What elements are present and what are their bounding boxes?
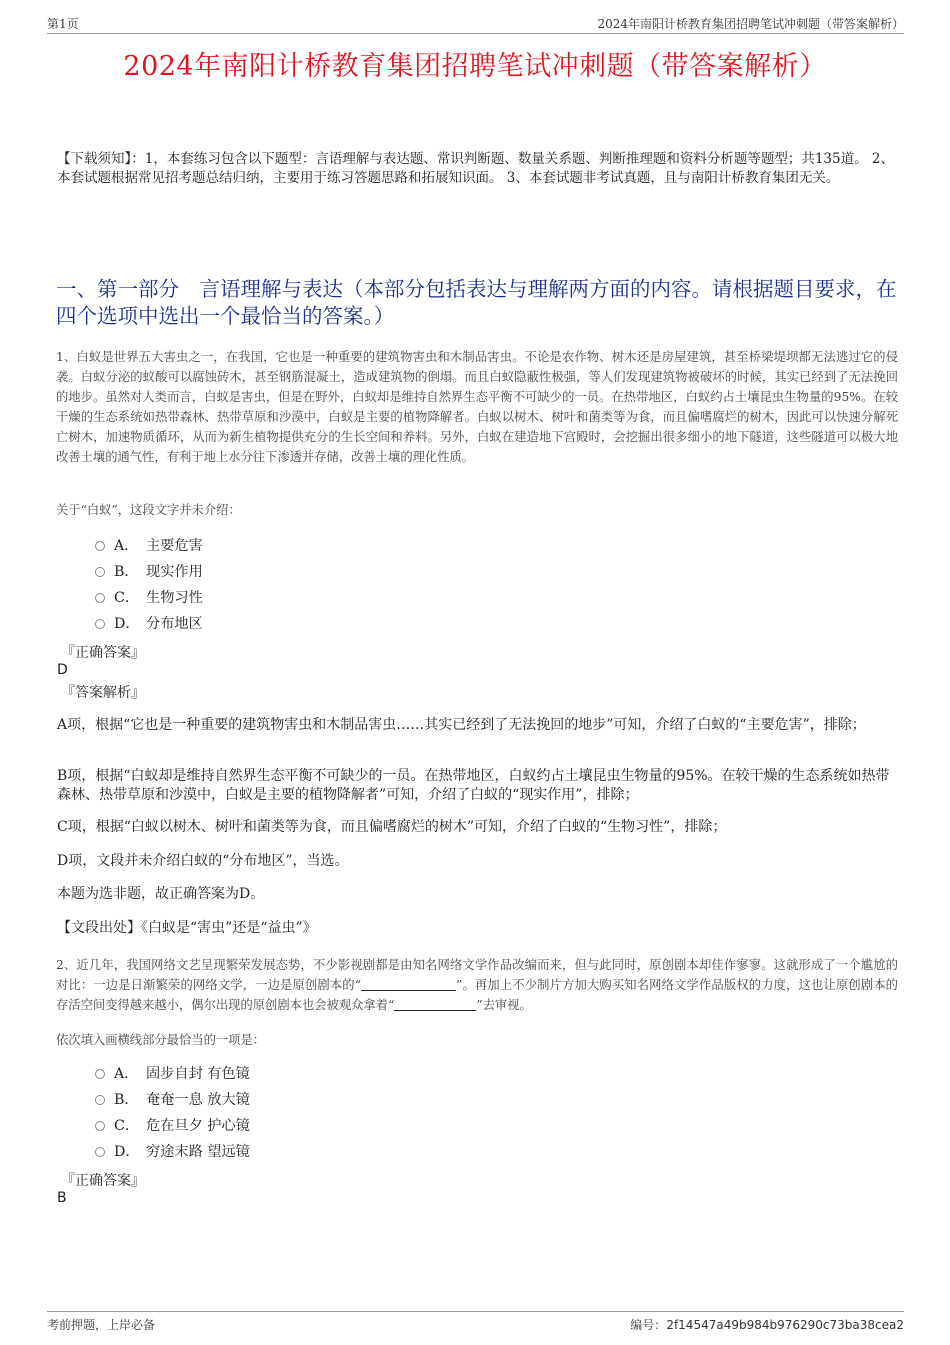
q1-analysis-conclusion: 本题为选非题，故正确答案为D。 (57, 886, 265, 902)
q1-passage: 1、白蚁是世界五大害虫之一，在我国，它也是一种重要的建筑物害虫和木制品害虫。不论是农作物、树木还是房屋建筑，甚至桥梁堤坝都无法逃过它的侵袭。白蚁分泌的蚁酸可以腐蚀砖木，甚至钢筋混凝土，造成建筑物的倒塌。而且白蚁隐蔽性极强，等人们发现建筑物被破坏的时候，其实已经到了无法挽回的地步。虽然对人类而言，白蚁是害虫，但是在野外，白蚁却是维持自然界生态平衡不可缺少的一员。在热带地区，白蚁约占土壤昆虫生物量的95%。在较干燥的生态系统如热带森林、热带草原和沙漠中，白蚁是主要的植物降解者。白蚁以树木、树叶和菌类等为食，而且偏嗜腐烂的树木，因此可以快速分解死亡树木，加速物质循环，从而为新生植物提供充分的生长空间和养料。另外，白蚁在建造地下宫殿时，会挖掘出很多细小的地下隧道，这些隧道可以极大地改善土壤的通气性，有利于地上水分往下渗透并存储，改善土壤的理化性质。 (56, 350, 898, 464)
page-header (47, 13, 904, 34)
q1-option-b[interactable]: B． 现实作用 (95, 559, 203, 585)
fill-blank-2[interactable] (394, 998, 476, 1011)
radio-icon[interactable] (95, 1069, 105, 1079)
q2-options (95, 1061, 250, 1165)
q1-answer: D (57, 662, 68, 678)
radio-icon[interactable] (95, 541, 105, 551)
q1-answer-heading: 『正确答案』 (61, 645, 145, 661)
q2-option-c[interactable]: C． 危在旦夕 护心镜 (95, 1113, 250, 1139)
q1-options (95, 533, 203, 637)
page-footer (47, 1311, 904, 1334)
q1-analysis-b: B项，根据“白蚁却是维持自然界生态平衡不可缺少的一员。在热带地区，白蚁约占土壤昆虫生物量的95%。在较干燥的生态系统如热带森林、热带草原和沙漠中，白蚁是主要的植物降解者”可知，介绍了白蚁的“现实作用”，排除； (57, 768, 890, 803)
radio-icon[interactable] (95, 593, 105, 603)
q2-question: 依次填入画横线部分最恰当的一项是： (56, 1033, 266, 1047)
q1-source: 【文段出处】《白蚁是“害虫”还是“益虫”》 (57, 920, 317, 936)
section-title: 一、第一部分 言语理解与表达（本部分包括表达与理解两方面的内容。请根据题目要求，在四个选项中选出一个最恰当的答案。） (56, 277, 897, 328)
q1-option-c[interactable]: C． 生物习性 (95, 585, 203, 611)
radio-icon[interactable] (95, 1095, 105, 1105)
radio-icon[interactable] (95, 619, 105, 629)
q1-analysis-c: C项，根据“白蚁以树木、树叶和菌类等为食，而且偏嗜腐烂的树木”可知，介绍了白蚁的“生物习性”，排除； (57, 819, 727, 835)
page-number: 第1页 (47, 17, 79, 31)
q1-question: 关于“白蚁”，这段文字并未介绍： (56, 503, 241, 517)
q1-option-d[interactable]: D． 分布地区 (95, 611, 203, 637)
q2-answer-heading: 『正确答案』 (61, 1173, 145, 1189)
header-doc-title: 2024年南阳计桥教育集团招聘笔试冲刺题（带答案解析） (597, 17, 904, 31)
download-notice: 【下载须知】：1，本套练习包含以下题型：言语理解与表达题、常识判断题、数量关系题、判断推理题和资料分析题等题型；共135道。 2、本套试题根据常见招考题总结归纳，主要用于练习答题思路和拓展知识面。 3、本套试题非考试真题，且与南阳计桥教育集团无关。 (57, 151, 894, 186)
document-title: 2024年南阳计桥教育集团招聘笔试冲刺题（带答案解析） (123, 51, 827, 82)
q2-option-b[interactable]: B． 奄奄一息 放大镜 (95, 1087, 250, 1113)
q2-option-a[interactable]: A． 固步自封 有色镜 (95, 1061, 250, 1087)
footer-slogan: 考前押题，上岸必备 (47, 1318, 156, 1332)
radio-icon[interactable] (95, 1147, 105, 1157)
q2-passage: 2、近几年，我国网络文艺呈现繁荣发展态势，不少影视剧都是由知名网络文学作品改编而来，但与此同时，原创剧本却佳作寥寥。这就形成了一个尴尬的对比：一边是日渐繁荣的网络文学，一边是原创剧本的“ ”。再加上不少制片方加大购买知名网络文学作品版权的力度，这也让原创剧本的存活空间变得越来越小，偶尔出现的原创剧本也会被观众拿着“ ”去审视。 (56, 958, 898, 1012)
q2-option-d[interactable]: D． 穷途末路 望远镜 (95, 1139, 250, 1165)
q1-analysis-a: A项，根据“它也是一种重要的建筑物害虫和木制品害虫……其实已经到了无法挽回的地步”可知，介绍了白蚁的“主要危害”，排除； (57, 717, 866, 733)
q1-analysis-heading: 『答案解析』 (61, 685, 145, 701)
q1-option-a[interactable]: A． 主要危害 (95, 533, 203, 559)
q1-analysis-d: D项，文段并未介绍白蚁的“分布地区”，当选。 (57, 853, 349, 869)
q2-answer: B (57, 1190, 67, 1206)
radio-icon[interactable] (95, 567, 105, 577)
footer-code: 编号：2f14547a49b984b976290c73ba38cea2 (630, 1318, 904, 1332)
radio-icon[interactable] (95, 1121, 105, 1131)
fill-blank-1[interactable] (361, 978, 456, 991)
